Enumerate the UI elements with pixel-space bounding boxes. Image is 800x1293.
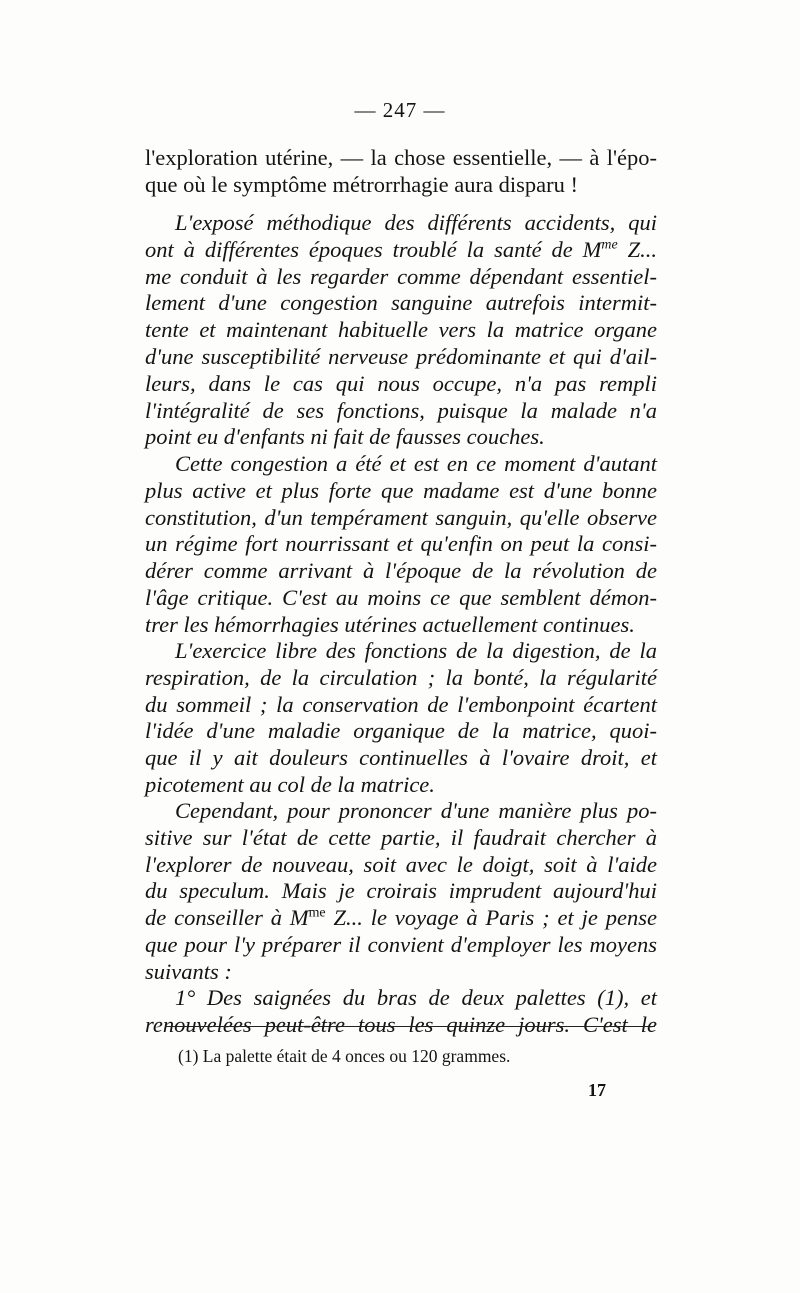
text-line: du sommeil ; la conservation de l'embonpoint écartent xyxy=(145,691,657,717)
text-line: plus active et plus forte que madame est d'une bonne xyxy=(145,477,657,503)
page-number: — 247 — xyxy=(354,98,446,122)
text-line: ont à différentes époques troublé la santé de $M^{me}$ Z... xyxy=(145,236,658,262)
text-line: un régime fort nourrissant et qu'enfin on peut la consi- xyxy=(145,531,657,557)
paragraph-exercice xyxy=(145,638,657,799)
text-line: que où le symptôme métrorrhagie aura disparu ! xyxy=(145,171,578,197)
text-line: renouvelées peut-être tous les quinze jours. C'est le xyxy=(145,1011,657,1037)
text-line: dérer comme arrivant à l'époque de la révolution de xyxy=(145,558,657,584)
text-line: trer les hémorrhagies utérines actuellement continues. xyxy=(145,611,635,637)
text-line: L'exercice libre des fonctions de la digestion, de la xyxy=(175,638,657,663)
text-line: l'intégralité de ses fonctions, puisque la malade n'a xyxy=(145,397,657,423)
text-line: du speculum. Mais je croirais imprudent aujourd'hui xyxy=(145,878,657,904)
footnote: (1) La palette était de 4 onces ou 120 grammes. xyxy=(178,1046,511,1066)
text-line: constitution, d'un tempérament sanguin, qu'elle observe xyxy=(145,504,657,530)
text-line: Cette congestion a été et est en ce moment d'autant xyxy=(175,451,657,476)
text-line: l'exploration utérine, — la chose essentielle, — à l'épo- xyxy=(145,145,657,170)
text-line: lement d'une congestion sanguine autrefois intermit- xyxy=(145,290,657,316)
paragraph-congestion xyxy=(145,451,657,639)
footnote-rule xyxy=(165,1026,655,1027)
text-line: tente et maintenant habituelle vers la matrice organe xyxy=(145,317,657,343)
text-line: me conduit à les regarder comme dépendant essentiel- xyxy=(145,263,657,289)
text-line: sitive sur l'état de cette partie, il faudrait chercher à xyxy=(145,824,657,850)
text-line: d'une susceptibilité nerveuse prédominante et qui d'ail- xyxy=(145,343,657,369)
text-line: point eu d'enfants ni fait de fausses couches. xyxy=(145,424,545,450)
text-line: respiration, de la circulation ; la bonté, la régularité xyxy=(145,664,657,690)
text-line: de conseiller à $M^{me}$ Z... le voyage à Paris ; et je pense xyxy=(145,905,657,931)
text-line: 1° Des saignées du bras de deux palettes (1), et xyxy=(175,985,657,1010)
intro-paragraph xyxy=(145,145,657,199)
text-line: que il y ait douleurs continuelles à l'ovaire droit, et xyxy=(145,745,657,771)
text-line: que pour l'y préparer il convient d'employer les moyens xyxy=(145,931,657,957)
paragraph-saignees xyxy=(145,985,657,1039)
text-line: leurs, dans le cas qui nous occupe, n'a pas rempli xyxy=(145,370,657,396)
text-line: l'idée d'une maladie organique de la matrice, quoi- xyxy=(145,718,657,744)
text-line: L'exposé méthodique des différents accidents, qui xyxy=(175,210,657,235)
text-line: Cependant, pour prononcer d'une manière plus po- xyxy=(175,798,657,823)
text-line: picotement au col de la matrice. xyxy=(145,771,435,797)
text-line: l'âge critique. C'est au moins ce que semblent démon- xyxy=(145,584,657,610)
text-line: l'explorer de nouveau, soit avec le doigt, soit à l'aide xyxy=(145,851,657,877)
paragraph-cependant xyxy=(145,798,657,986)
paragraph-expose xyxy=(145,210,657,451)
signature-mark: 17 xyxy=(588,1080,606,1100)
text-line: suivants : xyxy=(145,958,232,984)
